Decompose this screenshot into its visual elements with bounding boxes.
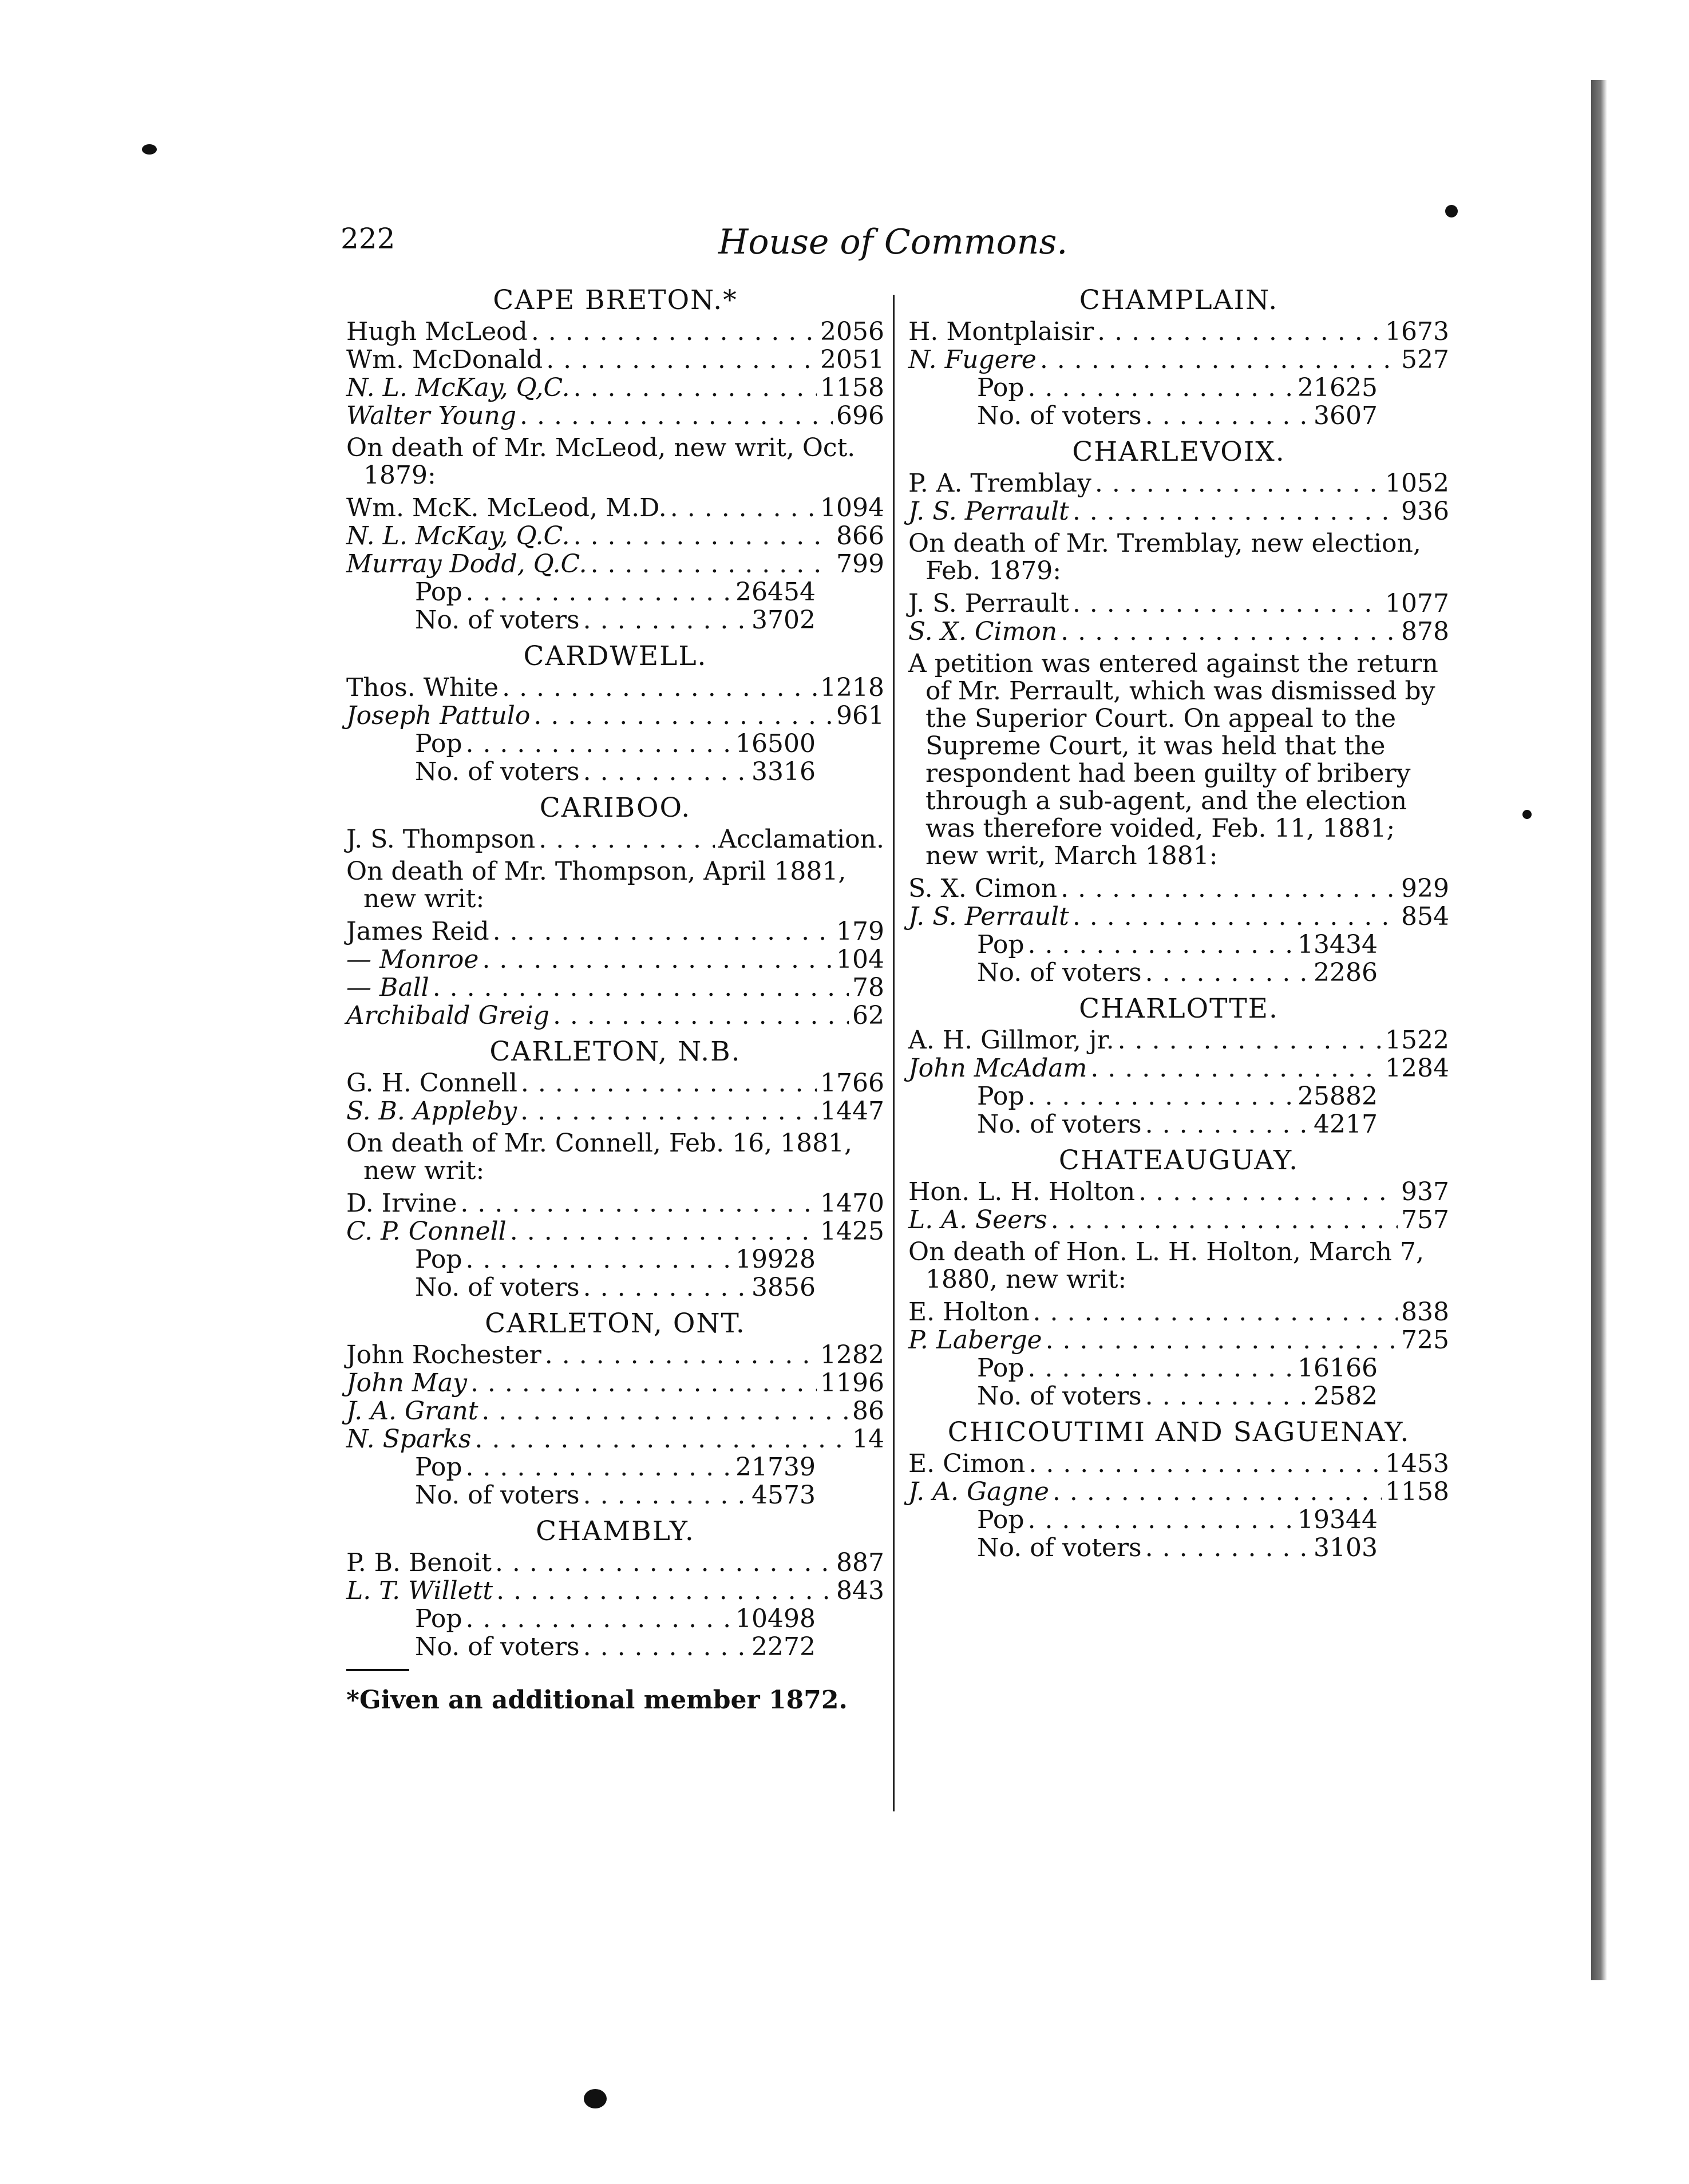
dot-leader	[465, 1453, 732, 1481]
dot-leader	[1061, 875, 1398, 903]
result-row	[346, 1549, 884, 1577]
population	[977, 931, 1378, 959]
candidate-name: S. B. Appleby	[346, 1097, 517, 1126]
vote-count: 86	[852, 1396, 884, 1426]
population	[415, 730, 816, 758]
dot-leader	[583, 606, 748, 634]
population-value: 16166	[1298, 1354, 1378, 1383]
voter-count-label: No. of voters	[415, 1481, 580, 1510]
result-row	[346, 346, 884, 374]
election-note: On death of Mr. Thompson, April 1881, new writ:	[346, 857, 847, 913]
dot-leader	[521, 1069, 817, 1097]
footnote: *Given an additional member 1872.	[346, 1686, 848, 1715]
dot-leader	[496, 1577, 833, 1605]
result-row	[346, 402, 884, 430]
candidate-name: E. Holton	[908, 1297, 1030, 1327]
dot-leader	[1027, 1354, 1294, 1382]
result-row	[346, 494, 884, 522]
dot-leader	[495, 1549, 833, 1577]
page-edge-shadow	[1591, 80, 1607, 1980]
right-column	[908, 286, 1449, 1562]
voter-count	[415, 606, 816, 634]
candidate-name: L. T. Willett	[346, 1576, 493, 1605]
candidate-name: C. P. Connell	[346, 1217, 507, 1246]
result-row	[908, 469, 1449, 497]
vote-count: 78	[852, 973, 884, 1002]
voter-count-label: No. of voters	[415, 606, 580, 635]
population-label: Pop	[415, 1604, 462, 1633]
vote-count: 838	[1401, 1297, 1449, 1327]
vote-count: 1470	[820, 1189, 884, 1218]
voter-count	[415, 1481, 816, 1509]
candidate-name: Wm. McK. McLeod, M.D.	[346, 493, 667, 523]
vote-count: 725	[1401, 1326, 1449, 1355]
dot-leader	[482, 945, 833, 974]
candidate-name: J. S. Perrault	[908, 902, 1069, 931]
candidate-name: John Rochester	[346, 1340, 541, 1370]
dot-leader	[520, 1097, 817, 1125]
population	[977, 1082, 1378, 1110]
dot-leader	[1027, 1082, 1294, 1110]
vote-count: Acclamation.	[718, 825, 884, 854]
voter-count	[977, 402, 1378, 430]
population	[415, 1453, 816, 1481]
candidate-name: J. S. Thompson	[346, 825, 536, 854]
candidate-name: Hugh McLeod	[346, 317, 528, 346]
vote-count: 1158	[1385, 1477, 1449, 1506]
population-label: Pop	[415, 1453, 462, 1482]
dot-leader	[1097, 318, 1382, 346]
dot-leader	[481, 1397, 849, 1425]
dot-leader	[545, 1341, 817, 1369]
dot-leader	[1118, 1026, 1382, 1054]
result-row	[908, 1206, 1449, 1234]
dot-leader	[1145, 1110, 1310, 1138]
voter-count-value: 4217	[1314, 1110, 1378, 1139]
population-label: Pop	[415, 1245, 462, 1274]
vote-count: 696	[836, 401, 884, 430]
dot-leader	[583, 758, 748, 786]
dot-leader	[553, 1002, 849, 1030]
ink-spot	[1522, 810, 1532, 819]
dot-leader	[1040, 346, 1398, 374]
voter-count-value: 3856	[751, 1273, 816, 1302]
result-row	[346, 1577, 884, 1605]
dot-leader	[520, 402, 833, 430]
result-row	[908, 318, 1449, 346]
election-note: On death of Mr. Connell, Feb. 16, 1881, new writ:	[346, 1129, 853, 1185]
population	[977, 1506, 1378, 1534]
voter-count-value: 3316	[751, 757, 816, 786]
footnote-rule	[346, 1669, 409, 1671]
voter-count	[415, 1273, 816, 1301]
voter-count	[977, 1382, 1378, 1410]
candidate-name: John May	[346, 1368, 467, 1398]
population-label: Pop	[977, 1082, 1025, 1111]
dot-leader	[1046, 1326, 1398, 1354]
dot-leader	[1145, 402, 1310, 430]
running-title: House of Commons.	[718, 222, 1068, 262]
dot-leader	[1145, 1534, 1310, 1562]
vote-count: 878	[1401, 617, 1449, 646]
vote-count: 1077	[1385, 589, 1449, 618]
constituency-title: CHAMPLAIN.	[1079, 284, 1279, 316]
result-row	[908, 589, 1449, 618]
dot-leader	[1029, 1450, 1382, 1478]
candidate-name: N. L. McKay, Q,C.	[346, 373, 570, 402]
voter-count-value: 2272	[751, 1632, 816, 1661]
dot-leader	[1027, 931, 1294, 959]
vote-count: 1425	[820, 1217, 884, 1246]
vote-count: 936	[1401, 497, 1449, 526]
population	[977, 1354, 1378, 1382]
candidate-name: P. A. Tremblay	[908, 469, 1091, 498]
candidate-name: Wm. McDonald	[346, 345, 543, 374]
candidate-name: J. S. Perrault	[908, 589, 1069, 618]
vote-count: 1284	[1385, 1054, 1449, 1083]
population-value: 25882	[1298, 1082, 1378, 1111]
voter-count-label: No. of voters	[977, 1110, 1142, 1139]
result-row	[908, 1298, 1449, 1326]
page-number: 222	[341, 222, 395, 255]
vote-count: 799	[836, 549, 884, 579]
dot-leader	[546, 346, 817, 374]
voter-count-value: 2286	[1314, 958, 1378, 987]
left-column	[346, 286, 884, 1714]
result-row	[346, 522, 884, 550]
result-row	[346, 1217, 884, 1245]
result-row	[346, 674, 884, 702]
vote-count: 2056	[820, 317, 884, 346]
dot-leader	[670, 494, 817, 522]
vote-count: 937	[1401, 1177, 1449, 1206]
result-row	[346, 1002, 884, 1030]
ink-spot	[142, 144, 157, 155]
candidate-name: J. A. Grant	[346, 1396, 478, 1426]
voter-count-value: 3607	[1314, 401, 1378, 430]
dot-leader	[465, 730, 732, 758]
result-row	[346, 1189, 884, 1217]
candidate-name: S. X. Cimon	[908, 617, 1058, 646]
constituency-title: CARLETON, ONT.	[485, 1308, 746, 1339]
dot-leader	[573, 374, 817, 402]
result-row	[346, 1369, 884, 1397]
voter-count-value: 3702	[751, 606, 816, 635]
candidate-name: N. Sparks	[346, 1425, 472, 1454]
dot-leader	[433, 974, 849, 1002]
result-row	[908, 618, 1449, 646]
vote-count: 843	[836, 1576, 884, 1605]
population-value: 16500	[735, 729, 816, 758]
population	[977, 374, 1378, 402]
constituency-title: CARLETON, N.B.	[489, 1036, 741, 1067]
dot-leader	[533, 702, 833, 730]
vote-count: 866	[836, 521, 884, 551]
dot-leader	[493, 917, 833, 945]
candidate-name: Joseph Pattulo	[346, 701, 531, 730]
candidate-name: S. X. Cimon	[908, 874, 1058, 903]
dot-leader	[1145, 1382, 1310, 1410]
ink-spot	[584, 2089, 607, 2108]
dot-leader	[474, 1425, 849, 1453]
result-row	[346, 1397, 884, 1425]
dot-leader	[573, 522, 833, 550]
dot-leader	[1073, 589, 1382, 618]
candidate-name: J. S. Perrault	[908, 497, 1069, 526]
result-row	[908, 346, 1449, 374]
page-header	[341, 222, 1457, 268]
population-label: Pop	[977, 373, 1025, 402]
candidate-name: N. Fugere	[908, 345, 1037, 374]
vote-count: 1522	[1385, 1026, 1449, 1055]
result-row	[346, 974, 884, 1002]
voter-count-value: 3103	[1314, 1533, 1378, 1562]
vote-count: 1158	[820, 373, 884, 402]
dot-leader	[591, 550, 833, 578]
population-value: 26454	[735, 577, 816, 607]
dot-leader	[583, 1481, 748, 1509]
dot-leader	[1051, 1206, 1398, 1234]
ink-spot	[1445, 205, 1458, 217]
candidate-name: P. Laberge	[908, 1326, 1042, 1355]
voter-count	[415, 1633, 816, 1661]
result-row	[908, 903, 1449, 931]
candidate-name: Murray Dodd, Q.C.	[346, 549, 587, 579]
dot-leader	[531, 318, 817, 346]
candidate-name: Hon. L. H. Holton	[908, 1177, 1136, 1206]
constituency-title: CHARLEVOIX.	[1072, 436, 1285, 468]
population	[415, 578, 816, 606]
candidate-name: John McAdam	[908, 1054, 1087, 1083]
candidate-name: L. A. Seers	[908, 1205, 1047, 1235]
dot-leader	[539, 825, 715, 853]
population-value: 10498	[735, 1604, 816, 1633]
candidate-name: Archibald Greig	[346, 1001, 549, 1030]
result-row	[908, 1178, 1449, 1206]
election-note: On death of Mr. McLeod, new writ, Oct. 1879:	[346, 433, 856, 490]
candidate-name: H. Montplaisir	[908, 317, 1094, 346]
result-row	[346, 1425, 884, 1453]
vote-count: 179	[836, 917, 884, 946]
candidate-name: — Monroe	[346, 945, 479, 974]
voter-count-value: 4573	[751, 1481, 816, 1510]
result-row	[346, 1069, 884, 1097]
vote-count: 854	[1401, 902, 1449, 931]
candidate-name: James Reid	[346, 917, 489, 946]
voter-count-label: No. of voters	[415, 1632, 580, 1661]
candidate-name: E. Cimon	[908, 1449, 1026, 1478]
vote-count: 887	[836, 1548, 884, 1577]
vote-count: 929	[1401, 874, 1449, 903]
dot-leader	[1138, 1178, 1398, 1206]
population-label: Pop	[415, 577, 462, 607]
voter-count-value: 2582	[1314, 1382, 1378, 1411]
vote-count: 62	[852, 1001, 884, 1030]
result-row	[346, 1341, 884, 1369]
dot-leader	[510, 1217, 817, 1245]
dot-leader	[465, 1605, 732, 1633]
voter-count-label: No. of voters	[415, 757, 580, 786]
result-row	[346, 1097, 884, 1125]
population-value: 19344	[1298, 1505, 1378, 1534]
vote-count: 1447	[820, 1097, 884, 1126]
dot-leader	[1033, 1298, 1398, 1326]
constituency-title: CHICOUTIMI AND SAGUENAY.	[947, 1417, 1410, 1448]
result-row	[346, 917, 884, 945]
result-row	[346, 550, 884, 578]
dot-leader	[470, 1369, 817, 1397]
result-row	[346, 318, 884, 346]
dot-leader	[1095, 469, 1382, 497]
candidate-name: G. H. Connell	[346, 1069, 517, 1098]
voter-count	[415, 758, 816, 786]
vote-count: 104	[836, 945, 884, 974]
voter-count-label: No. of voters	[977, 1533, 1142, 1562]
vote-count: 1094	[820, 493, 884, 523]
result-row	[346, 825, 884, 853]
result-row	[908, 1478, 1449, 1506]
voter-count	[977, 959, 1378, 987]
population-label: Pop	[977, 930, 1025, 959]
dot-leader	[502, 674, 817, 702]
candidate-name: N. L. McKay, Q.C.	[346, 521, 570, 551]
result-row	[346, 374, 884, 402]
population-value: 13434	[1298, 930, 1378, 959]
vote-count: 14	[852, 1425, 884, 1454]
population-label: Pop	[977, 1354, 1025, 1383]
vote-count: 1673	[1385, 317, 1449, 346]
candidate-name: J. A. Gagne	[908, 1477, 1049, 1506]
dot-leader	[1073, 903, 1398, 931]
dot-leader	[583, 1633, 748, 1661]
result-row	[908, 875, 1449, 903]
candidate-name: Walter Young	[346, 401, 516, 430]
vote-count: 1052	[1385, 469, 1449, 498]
dot-leader	[1090, 1054, 1382, 1082]
result-row	[346, 945, 884, 974]
vote-count: 1196	[820, 1368, 884, 1398]
constituency-title: CHARLOTTE.	[1079, 993, 1279, 1024]
constituency-title: CHAMBLY.	[536, 1516, 695, 1547]
vote-count: 1218	[820, 673, 884, 702]
dot-leader	[583, 1273, 748, 1301]
dot-leader	[1145, 959, 1310, 987]
column-divider	[893, 295, 895, 1811]
constituency-title: CAPE BRETON.*	[493, 284, 738, 316]
candidate-name: A. H. Gillmor, jr.	[908, 1026, 1114, 1055]
result-row	[908, 1054, 1449, 1082]
voter-count-label: No. of voters	[977, 958, 1142, 987]
election-note: On death of Mr. Tremblay, new election, Feb. 1879:	[908, 529, 1421, 585]
election-note: On death of Hon. L. H. Holton, March 7, 1880, new writ:	[908, 1237, 1424, 1294]
vote-count: 1282	[820, 1340, 884, 1370]
result-row	[908, 1326, 1449, 1354]
candidate-name: P. B. Benoit	[346, 1548, 492, 1577]
population-value: 21739	[735, 1453, 816, 1482]
result-row	[908, 1026, 1449, 1054]
constituency-title: CARIBOO.	[539, 792, 691, 824]
vote-count: 1766	[820, 1069, 884, 1098]
candidate-name: Thos. White	[346, 673, 499, 702]
result-row	[908, 497, 1449, 525]
dot-leader	[1073, 497, 1398, 525]
candidate-name: — Ball	[346, 973, 429, 1002]
voter-count	[977, 1110, 1378, 1138]
vote-count: 757	[1401, 1205, 1449, 1235]
dot-leader	[1053, 1478, 1382, 1506]
constituency-title: CHATEAUGUAY.	[1058, 1145, 1299, 1176]
population-label: Pop	[415, 729, 462, 758]
dot-leader	[1027, 374, 1294, 402]
dot-leader	[460, 1189, 817, 1217]
dot-leader	[1061, 618, 1398, 646]
constituency-title: CARDWELL.	[523, 640, 707, 672]
result-row	[346, 702, 884, 730]
dot-leader	[465, 1245, 732, 1273]
candidate-name: D. Irvine	[346, 1189, 457, 1218]
election-note: A petition was entered against the return of Mr. Perrault, which was dismissed by the Superior Court. On appeal to the Supreme Court, it was held that the respondent had been guilty of bribery through a sub-agent, and the election was therefore voided, Feb. 11, 1881; new writ, March 1881:	[908, 649, 1438, 871]
voter-count-label: No. of voters	[415, 1273, 580, 1302]
population	[415, 1245, 816, 1273]
voter-count-label: No. of voters	[977, 401, 1142, 430]
dot-leader	[465, 578, 732, 606]
vote-count: 527	[1401, 345, 1449, 374]
vote-count: 961	[836, 701, 884, 730]
voter-count	[977, 1534, 1378, 1562]
population-value: 19928	[735, 1245, 816, 1274]
population	[415, 1605, 816, 1633]
population-label: Pop	[977, 1505, 1025, 1534]
population-value: 21625	[1298, 373, 1378, 402]
voter-count-label: No. of voters	[977, 1382, 1142, 1411]
vote-count: 2051	[820, 345, 884, 374]
dot-leader	[1027, 1506, 1294, 1534]
vote-count: 1453	[1385, 1449, 1449, 1478]
result-row	[908, 1450, 1449, 1478]
